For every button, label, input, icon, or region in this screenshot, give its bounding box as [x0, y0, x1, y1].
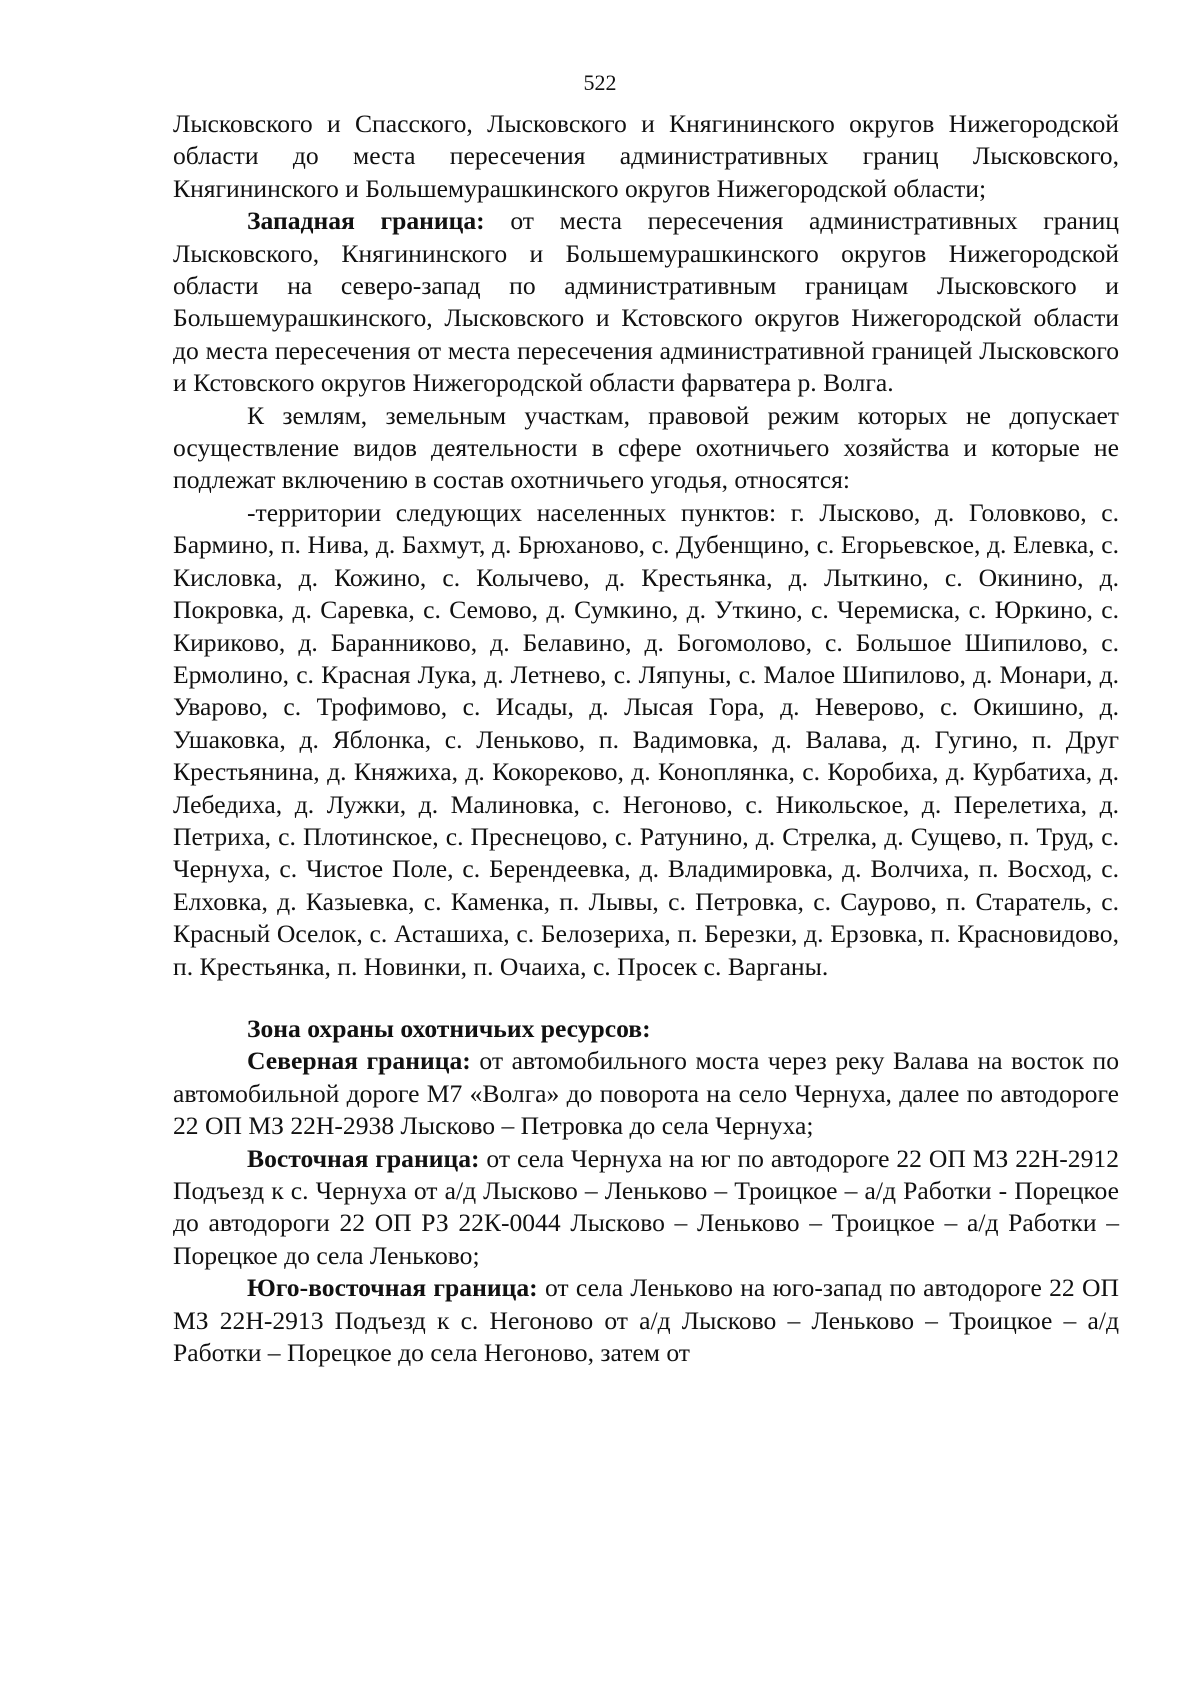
eastern-boundary-label: Восточная граница: — [247, 1143, 480, 1173]
paragraph-eastern-boundary-end: Лысковского и Спасского, Лысковского и Княгининского округов Нижегородской области до места пересечения административных границ Лысковского, Княгининского и Большемурашкинского округов Нижегородской области; — [173, 109, 1119, 203]
northern-boundary-label: Северная граница: — [247, 1046, 471, 1076]
paragraph-southeastern-boundary — [173, 1272, 1119, 1369]
paragraph-settlements-list: -территории следующих населенных пунктов: г. Лысково, д. Головково, с. Бармино, п. Нива, д. Бахмут, д. Брюханово, с. Дубенщино, с. Егорьевское, д. Елевка, с. Кисловка, д. Кожино, с. Колычево, д. Крестьянка, д. Лыткино, с. Окинино, д. Покровка, д. Саревка, с. Семово, д. Сумкино, д. Уткино, с. Черемиска, с. Юркино, с. Кириково, д. Баранниково, д. Белавино, д. Богомолово, с. Большое Шипилово, с. Ермолино, с. Красная Лука, д. Летнево, с. Ляпуны, с. Малое Шипилово, д. Монари, д. Уварово, с. Трофимово, с. Исады, д. Лысая Гора, д. Неверово, с. Окишино, д. Ушаковка, д. Яблонка, с. Леньково, п. Вадимовка, д. Валава, д. Гугино, п. Друг Крестьянина, д. Княжиха, д. Кокореково, д. Коноплянка, с. Коробиха, д. Курбатиха, д. Лебедиха, д. Лужки, д. Малиновка, с. Негоново, с. Никольское, д. Перелетиха, д. Петриха, с. Плотинское, с. Преснецово, с. Ратунино, д. Стрелка, д. Сущево, п. Труд, с. Чернуха, с. Чистое Поле, с. Берендеевка, д. Владимировка, д. Волчиха, п. Восход, с. Елховка, д. Казыевка, с. Каменка, п. Лывы, с. Петровка, с. Саурово, п. Старатель, с. Красный Оселок, с. Асташиха, с. Белозериха, п. Березки, д. Ерзовка, п. Красновидово, п. Крестьянка, п. Новинки, п. Очаиха, с. Просек с. Варганы. — [173, 497, 1119, 981]
western-boundary-text: от места пересечения административных границ Лысковского, Княгининского и Большемурашкинского округов Нижегородской области на северо-запад по административным границам Лысковского и Большемурашкинского, Лысковского и Кстовского округов Нижегородской области до места пересечения от места пересечения административной границей Лысковского и Кстовского округов Нижегородской области фарватера р. Волга. — [173, 206, 1119, 398]
eastern-boundary-text: от села Чернуха на юг по автодороге 22 ОП МЗ 22Н-2912 Подъезд к с. Чернуха от а/д Лысково – Леньково – Троицкое – а/д Работки - Порецкое до автодороги 22 ОП РЗ 22К-0044 Лысково – Леньково – Троицкое – а/д Работки – Порецкое до села Леньково; — [173, 1143, 1119, 1270]
paragraph-excluded-lands: К землям, земельным участкам, правовой режим которых не допускает осуществление видов деятельности в сфере охотничьего хозяйства и которые не подлежат включению в состав охотничьего угодья, относятся: — [173, 400, 1119, 495]
paragraph-eastern-boundary — [173, 1143, 1119, 1273]
document-body — [173, 108, 1119, 1369]
section-heading-protection-zone: Зона охраны охотничьих ресурсов: — [247, 1013, 651, 1043]
southeastern-boundary-text: от села Леньково на юго-запад по автодороге 22 ОП МЗ 22Н-2913 Подъезд к с. Негоново от а/д Лысково – Леньково – Троицкое – а/д Работки – Порецкое до села Негоново, затем от — [173, 1273, 1119, 1368]
page-number: 522 — [583, 70, 617, 95]
western-boundary-label: Западная граница: — [247, 206, 485, 236]
paragraph-northern-boundary — [173, 1045, 1119, 1142]
southeastern-boundary-label: Юго-восточная граница: — [247, 1273, 538, 1303]
northern-boundary-text: от автомобильного моста через реку Валава на восток по автомобильной дороге М7 «Волга» до поворота на село Чернуха, далее по автодороге 22 ОП МЗ 22Н-2938 Лысково – Петровка до села Чернуха; — [173, 1046, 1119, 1141]
paragraph-western-boundary — [173, 205, 1119, 399]
